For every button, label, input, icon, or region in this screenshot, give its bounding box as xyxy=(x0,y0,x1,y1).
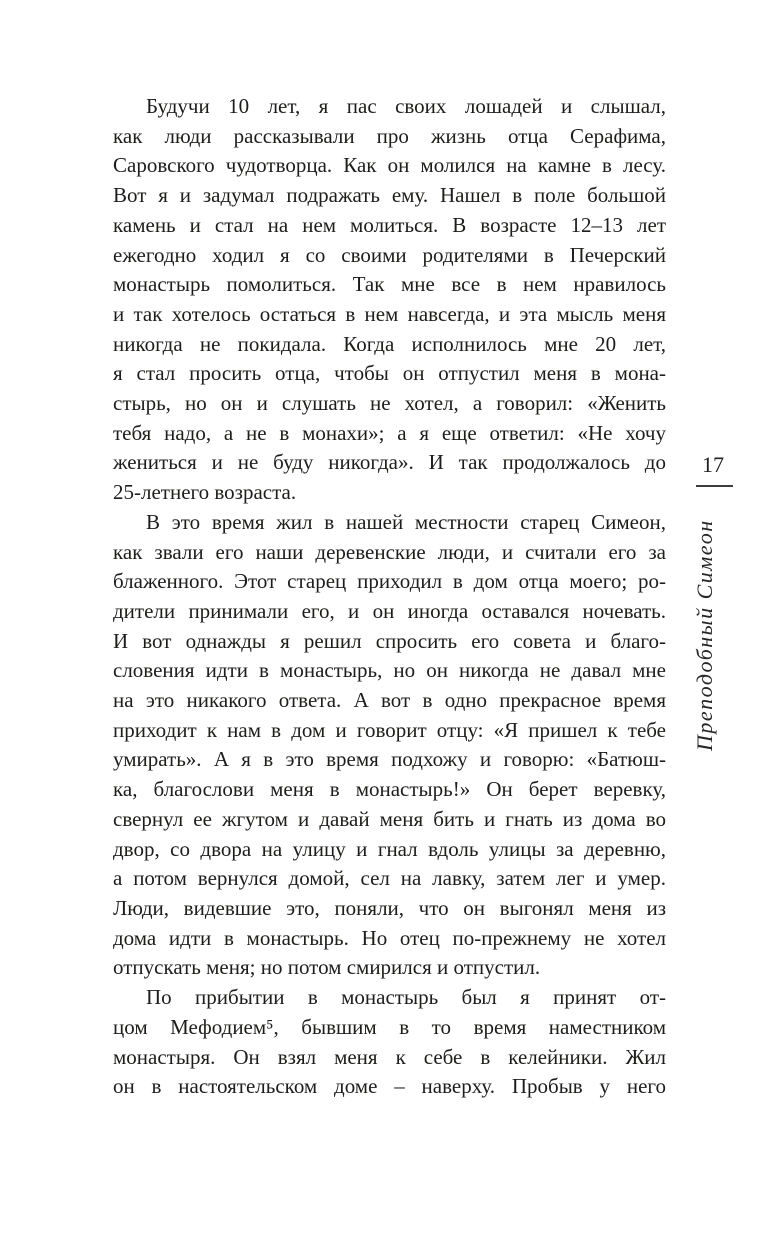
text-line: как звали его наши деревенские люди, и считали его за xyxy=(113,539,666,564)
running-title-vertical: Преподобный Симеон xyxy=(692,519,717,751)
page-number-rule xyxy=(696,485,733,487)
text-line: как люди рассказывали про жизнь отца Серафима, xyxy=(113,123,666,148)
text-line: В это время жил в нашей местности старец Симеон, xyxy=(146,509,666,534)
text-line: ка, благослови меня в монастырь!» Он берет веревку, xyxy=(113,777,666,802)
text-line: И вот однажды я решил спросить его совета и благо- xyxy=(113,628,666,653)
text-line: монастыря. Он взял меня к себе в келейники. Жил xyxy=(113,1044,666,1069)
text-line: камень и стал на нем молиться. В возрасте 12–13 лет xyxy=(113,212,666,237)
text-line: приходит к нам в дом и говорит отцу: «Я пришел к тебе xyxy=(113,717,666,742)
text-line: стырь, но он и слушать не хотел, а говорил: «Женить xyxy=(113,391,666,416)
text-line: и так хотелось остаться в нем навсегда, и эта мысль меня xyxy=(113,301,666,326)
text-line: свернул ее жгутом и давай меня бить и гнать из дома во xyxy=(113,806,666,831)
text-line: двор, со двора на улицу и гнал вдоль улицы за деревню, xyxy=(113,836,666,861)
text-line: Саровского чудотворца. Как он молился на камне в лесу. xyxy=(113,153,666,178)
text-line: тебя надо, а не в монахи»; а я еще ответил: «Не хочу xyxy=(113,420,666,445)
text-line: Люди, видевшие это, поняли, что он выгонял меня из xyxy=(113,895,666,920)
text-block xyxy=(113,92,666,1102)
text-line: умирать». А я в это время подхожу и говорю: «Батюш- xyxy=(113,747,666,772)
text-line: блаженного. Этот старец приходил в дом отца моего; ро- xyxy=(113,569,666,594)
text-line: цом Мефодием⁵, бывшим в то время наместником xyxy=(113,1014,666,1039)
text-line: Вот я и задумал подражать ему. Нашел в поле большой xyxy=(113,183,666,208)
text-line: никогда не покидала. Когда исполнилось мне 20 лет, xyxy=(113,331,666,356)
page-number: 17 xyxy=(702,452,724,477)
text-line: жениться и не буду никогда». И так продолжалось до xyxy=(113,450,666,475)
text-line: я стал просить отца, чтобы он отпустил меня в мона- xyxy=(113,361,666,386)
text-line: на это никакого ответа. А вот в одно прекрасное время xyxy=(113,688,666,713)
text-line: дители принимали его, и он иногда оставался ночевать. xyxy=(113,598,666,623)
paragraph xyxy=(113,508,666,983)
text-line: 25-летнего возраста. xyxy=(113,480,297,505)
paragraph xyxy=(113,92,666,508)
text-line: дома идти в монастырь. Но отец по-прежнему не хотел xyxy=(113,925,666,950)
text-line: Будучи 10 лет, я пас своих лошадей и слышал, xyxy=(146,94,666,118)
text-line: монастырь помолиться. Так мне все в нем нравилось xyxy=(113,272,666,297)
paragraph xyxy=(113,983,666,1102)
text-line: а потом вернулся домой, сел на лавку, затем лег и умер. xyxy=(113,866,666,891)
text-line: ежегодно ходил я со своими родителями в Печерский xyxy=(113,242,666,267)
text-line: По прибытии в монастырь был я принят от- xyxy=(146,985,666,1010)
text-line: отпускать меня; но потом смирился и отпустил. xyxy=(113,955,541,980)
text-line: он в настоятельском доме – наверху. Пробыв у него xyxy=(113,1074,666,1099)
text-line: словения идти в монастырь, но он никогда не давал мне xyxy=(113,658,666,683)
